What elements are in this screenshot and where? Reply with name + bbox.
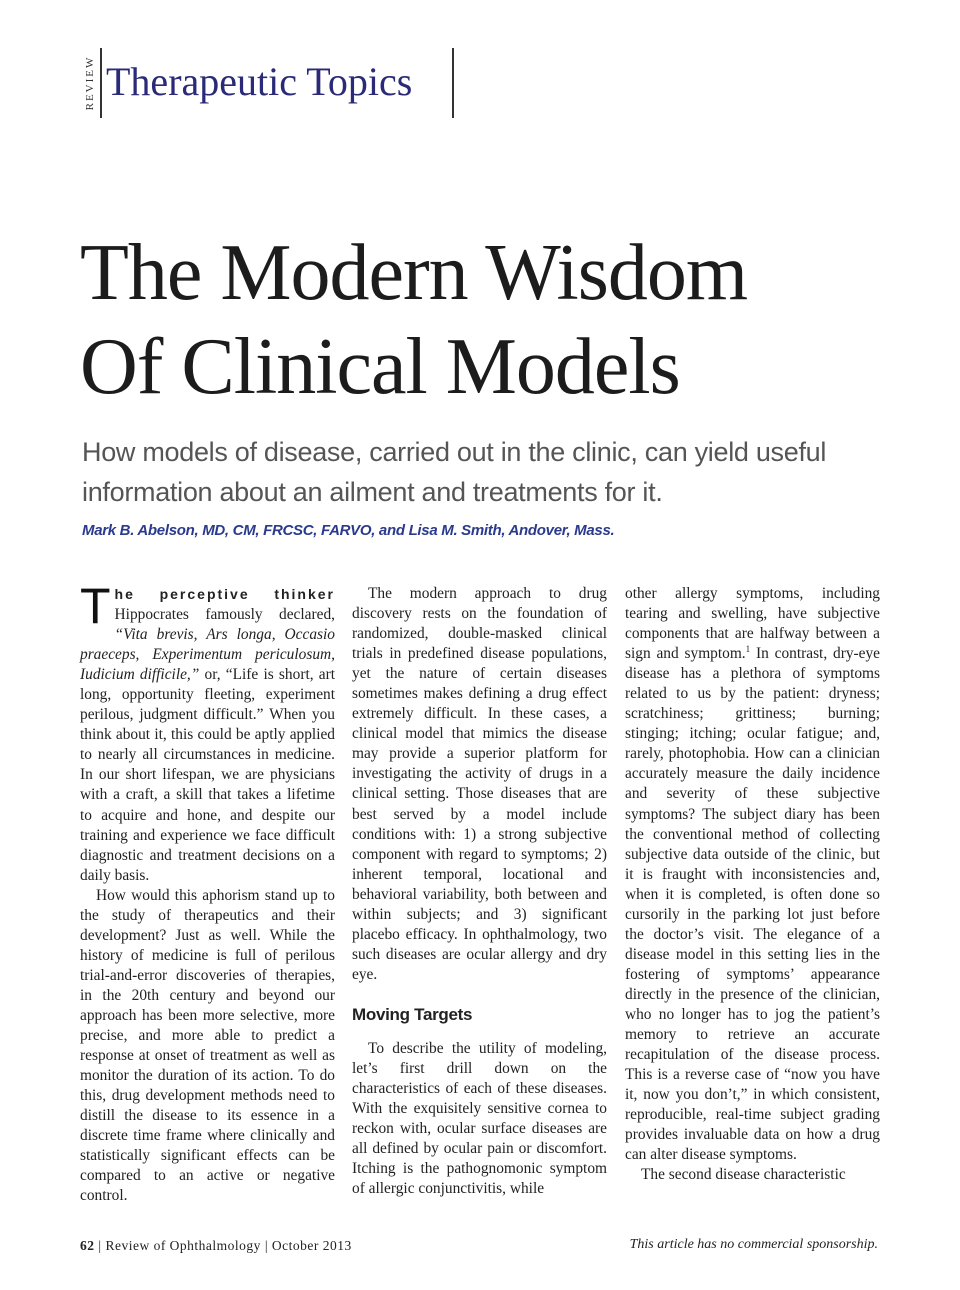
article-title-line2: Of Clinical Models xyxy=(80,323,680,411)
paragraph: The second disease characteristic xyxy=(641,1166,846,1184)
header-divider-right xyxy=(452,48,454,118)
paragraph xyxy=(80,578,335,886)
footer-separator: | xyxy=(264,1238,269,1253)
sponsorship-disclaimer: This article has no commercial sponsorship. xyxy=(629,1237,878,1252)
paragraph-text: other allergy symptoms, including tearing and swelling, have subjective components that are halfway between a sign and symptom. xyxy=(625,585,880,663)
subhead: Moving Targets xyxy=(352,1004,473,1024)
issue-date: October 2013 xyxy=(271,1238,352,1253)
paragraph xyxy=(625,584,880,1165)
article-byline: Mark B. Abelson, MD, CM, FRCSC, FARVO, and Lisa M. Smith, Andover, Mass. xyxy=(82,522,615,539)
page-footer xyxy=(80,1238,352,1254)
drop-cap: T xyxy=(80,578,111,634)
article-title xyxy=(80,226,900,414)
body-column-1 xyxy=(80,578,335,1206)
journal-name: Review of Ophthalmology xyxy=(105,1238,261,1253)
body-column-3 xyxy=(625,584,880,1185)
header-divider-left xyxy=(100,48,102,118)
article-title-line1: The Modern Wisdom xyxy=(80,229,748,317)
article-deck: How models of disease, carried out in the clinic, can yield useful information about an ailment and treatments for it. xyxy=(82,437,827,507)
paragraph-text: Hippocrates famously declared, xyxy=(114,606,335,624)
citation-superscript: 1 xyxy=(745,644,751,655)
body-column-2 xyxy=(352,584,607,1199)
page-number: 62 xyxy=(80,1238,95,1253)
lead-in: he perceptive thinker xyxy=(114,586,335,602)
paragraph-text: In contrast, dry-eye disease has a plethora of symptoms related to us by the patient: dryness; scratchiness; grittiness; burning; stinging; itching; ocular fatigue; and, rarely, photophobia. How can a clinician accurately measure the daily incidence and severity of these subjective symptoms? The subject diary has been the conventional method of collecting subjective data outside of the clinic, but it is fraught with inconsistencies and, when it is completed, is often done so cursorily in the parking lot just before the doctor’s visit. The elegance of a disease model in this setting lies in the fostering of symptoms’ appearance directly in the presence of the clinician, who no longer has to jog the patient’s memory to retrieve an accurate recapitulation of the disease process. This is a reverse case of “now you have it, now you don’t,” in which consistent, reproducible, real-time subject grading provides invaluable data on how a drug can alter disease symptoms. xyxy=(625,645,880,1164)
latin-quote: “Vita brevis, Ars longa, Occasio praeceps, Experimentum periculosum, Iudicium difficile,” xyxy=(80,626,335,684)
paragraph: To describe the utility of modeling, let’s first drill down on the characteristics of each of these diseases. With the exquisitely sensitive cornea to reckon with, ocular surface diseases are all defined by ocular pain or discomfort. Itching is the pathognomonic symptom of allergic conjunctivitis, while xyxy=(352,1039,607,1198)
paragraph: How would this aphorism stand up to the study of therapeutics and their development? Just as well. While the history of medicine is full of perilous trial-and-error discoveries of therapies, in the 20th century and beyond our approach has been more selective, more precise, and more able to predict a response at onset of treatment as well as monitor the duration of its action. To do this, drug development methods need to distill the disease to its essence in a discrete time frame where clinically and statistically significant effects can be compared to an active or negative control. xyxy=(80,886,335,1205)
section-title: Therapeutic Topics xyxy=(106,59,413,104)
footer-separator: | xyxy=(98,1238,102,1253)
paragraph: The modern approach to drug discovery rests on the foundation of randomized, double-masked clinical trials in predefined disease populations, yet the nature of certain diseases sometimes makes defining a drug effect extremely difficult. In these cases, a clinical model that mimics the disease may provide a superior platform for investigating the activity of drugs in a clinical setting. Those diseases that are best served by a model include conditions with: 1) a strong subjective component with regard to symptoms; 2) inherent temporal, locational and behavioral variability, both between and within subjects; and 3) significant placebo efficacy. In ophthalmology, two such diseases are ocular allergy and dry eye. xyxy=(352,585,607,983)
review-label: REVIEW xyxy=(84,55,96,111)
paragraph-text: or, “Life is short, art long, opportunity fleeting, experiment perilous, judgment difficult.” When you think about it, this could be aptly applied to nearly all circumstances in medicine. In our short lifespan, we are physicians with a craft, a skill that takes a lifetime to acquire and hone, and despite our training and experience we face difficult diagnostic and treatment decisions on a daily basis. xyxy=(80,666,335,884)
